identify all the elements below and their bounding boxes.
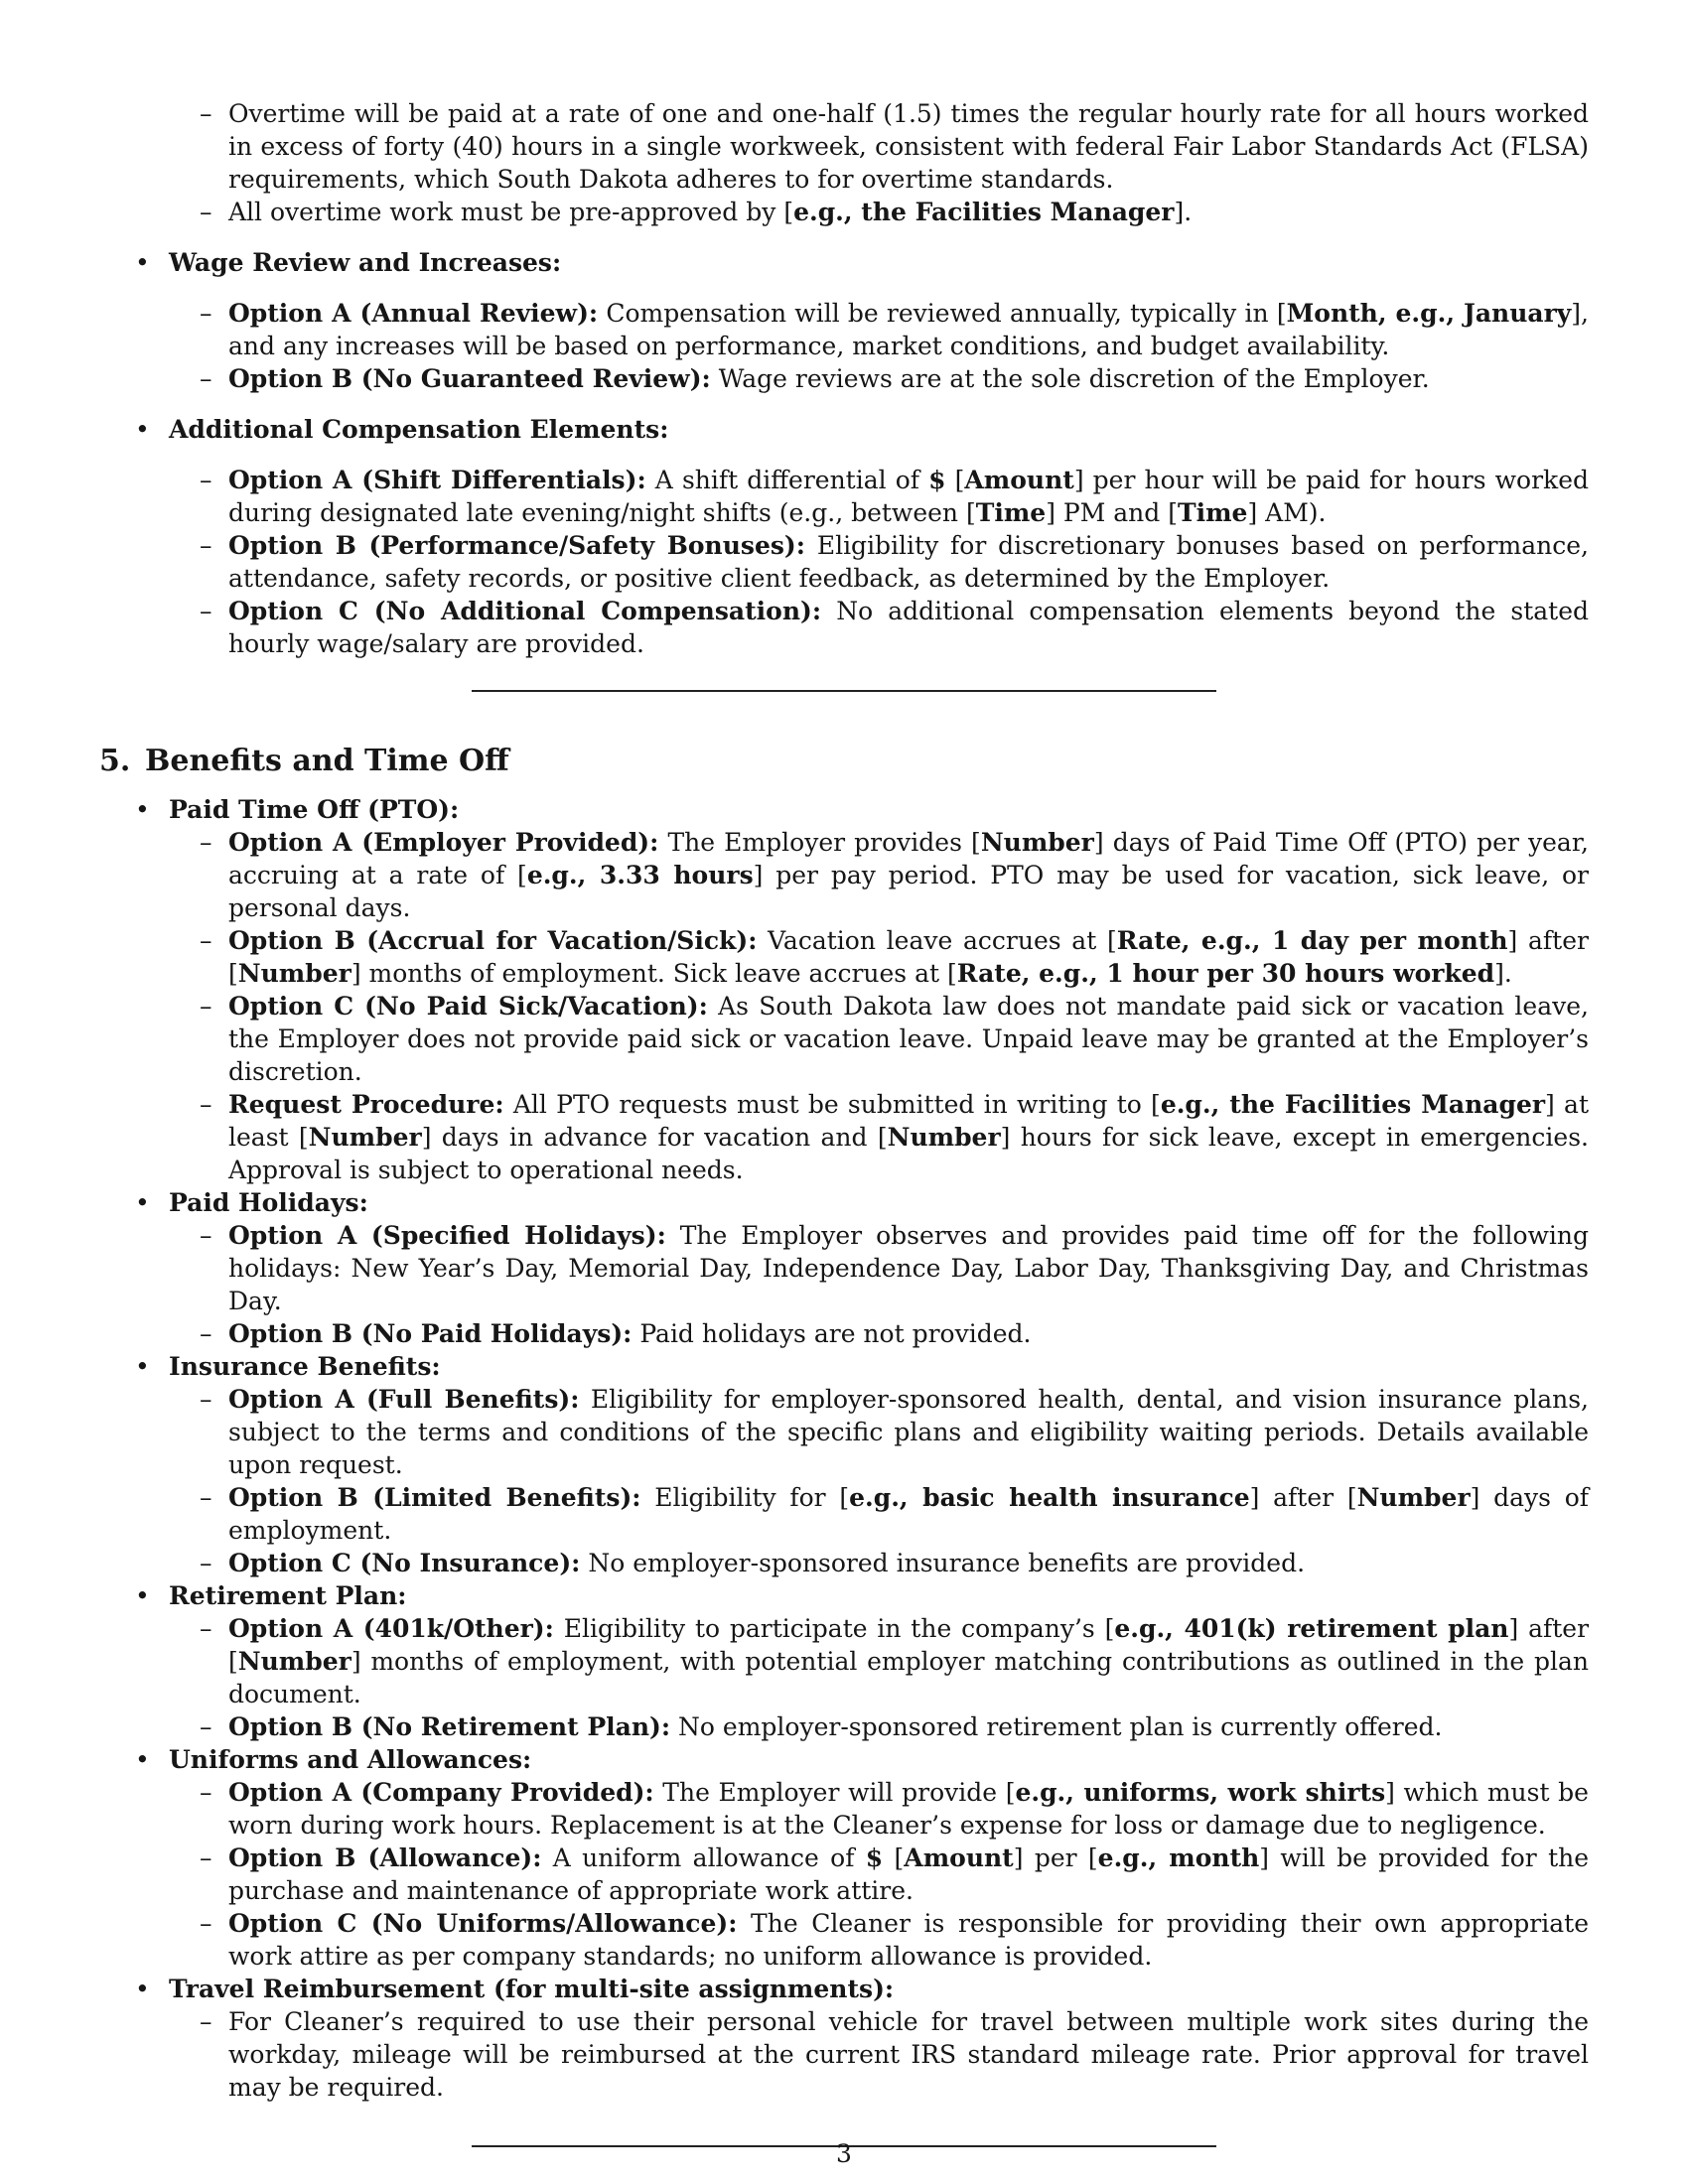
placeholder-field: e.g., 3.33 hours (526, 861, 754, 889)
placeholder-field: Number (308, 1123, 422, 1152)
text-run: ] after [ (228, 926, 1589, 988)
option-label: Request Procedure: (228, 1090, 504, 1119)
page-number: 3 (836, 2139, 852, 2168)
holidays-item (99, 1186, 1589, 1350)
list-item (169, 2005, 1589, 2104)
placeholder-field: e.g., uniforms, work shirts (1015, 1778, 1386, 1807)
placeholder-field: e.g., the Facilities Manager (793, 198, 1175, 226)
option-label: Option A (Shift Differentials): (228, 466, 646, 494)
option-label: Option C (No Uniforms/Allowance): (228, 1909, 738, 1938)
text-run: ] PM and [ (1046, 498, 1178, 527)
text-run: Eligibility to participate in the company’s [ (553, 1614, 1115, 1643)
text-run: ] hours for sick leave, except in emergencies. Approval is subject to operational needs. (228, 1123, 1589, 1184)
option-label: Option A (Specified Holidays): (228, 1221, 666, 1250)
uniforms-item (99, 1743, 1589, 1973)
list-item (169, 1842, 1589, 1907)
option-label: Option C (No Paid Sick/Vacation): (228, 992, 708, 1021)
section-title: Benefits and Time Off (145, 744, 509, 778)
placeholder-field: Number (237, 1647, 352, 1676)
list-item (169, 1547, 1589, 1579)
list-heading: Paid Holidays: (169, 1188, 368, 1217)
option-label: Option C (No Insurance): (228, 1549, 581, 1577)
list-item (169, 1088, 1589, 1186)
text-run: ] after [ (1249, 1483, 1357, 1512)
option-label: Option B (No Retirement Plan): (228, 1712, 671, 1741)
text-run: A uniform allowance of (541, 1843, 866, 1872)
option-label: Option B (Limited Benefits): (228, 1483, 641, 1512)
placeholder-field: Number (237, 959, 352, 988)
page-content (99, 97, 1589, 2147)
text-run: For Cleaner’s required to use their personal vehicle for travel between multiple work sites during the workday, mileage will be reimbursed at the current IRS standard mileage rate. Prior approval for travel may be required. (228, 2007, 1589, 2102)
text-run: ] per hour will be paid for hours worked during designated late evening/night shifts (e.g., between [ (228, 466, 1590, 527)
list-item (169, 1907, 1589, 1973)
placeholder-field: Rate, e.g., 1 hour per 30 hours worked (956, 959, 1495, 988)
text-run: Vacation leave accrues at [ (757, 926, 1117, 955)
list-item (169, 196, 1589, 228)
option-label: Option B (No Paid Holidays): (228, 1319, 633, 1348)
list-heading: Insurance Benefits: (169, 1352, 441, 1381)
text-run: ]. (1494, 959, 1512, 988)
option-label: Option B (Accrual for Vacation/Sick): (228, 926, 758, 955)
list-item (169, 990, 1589, 1088)
text-run: ] will be provided for the purchase and maintenance of appropriate work attire. (228, 1843, 1590, 1905)
text-run: ] days of employment. (228, 1483, 1590, 1545)
text-run: ] per pay period. PTO may be used for vacation, sick leave, or personal days. (228, 861, 1589, 922)
list-item (169, 1776, 1589, 1842)
list-item (169, 924, 1589, 990)
text-run: Eligibility for employer-sponsored health, dental, and vision insurance plans, subject to the terms and conditions of the specific plans and eligibility waiting periods. Details available upon request. (228, 1385, 1589, 1479)
text-run: ] at least [ (228, 1090, 1589, 1152)
placeholder-field: Month, e.g., January (1286, 299, 1572, 328)
list-heading: Wage Review and Increases: (169, 248, 562, 277)
placeholder-field: Time (1177, 498, 1248, 527)
overtime-rate-text: – Overtime will be paid at a rate of one and one-half (1.5) times the regular hourly rate for all hours worked in excess of forty (40) hours in a single workweek, consistent with federal Fair Labor Standards Act (FLSA) requirements, which South Dakota adheres to for overtime standards. (228, 99, 1589, 194)
section-heading (99, 742, 1589, 781)
text-run: No additional compensation elements beyond the stated hourly wage/salary are provided. (228, 597, 1589, 658)
list-heading: Retirement Plan: (169, 1581, 407, 1610)
placeholder-field: e.g., 401(k) retirement plan (1114, 1614, 1509, 1643)
placeholder-field: e.g., month (1097, 1843, 1260, 1872)
section-divider (472, 690, 1216, 692)
text-run: ] AM). (1247, 498, 1327, 527)
list-item (169, 362, 1589, 395)
text-run: Eligibility for discretionary bonuses based on performance, attendance, safety records, or positive client feedback, as determined by the Employer. (228, 531, 1590, 593)
placeholder-field: Amount (904, 1843, 1014, 1872)
text-run: Paid holidays are not provided. (632, 1319, 1032, 1348)
list-item (169, 1710, 1589, 1743)
text-run: ] months of employment. Sick leave accrues at [ (351, 959, 957, 988)
list-heading: Paid Time Off (PTO): (169, 795, 460, 824)
text-run: ] after [ (228, 1614, 1590, 1676)
text-run: All overtime work must be pre-approved by [ (228, 198, 794, 226)
option-label: Option B (Performance/Safety Bonuses): (228, 531, 805, 560)
text-run: ] which must be worn during work hours. Replacement is at the Cleaner’s expense for loss or damage due to negligence. (228, 1778, 1589, 1840)
insurance-item (99, 1350, 1589, 1579)
wage-review-item (99, 246, 1589, 395)
list-heading: Travel Reimbursement (for multi-site assignments): (169, 1975, 895, 2003)
option-label: Option A (Company Provided): (228, 1778, 654, 1807)
placeholder-field: Amount (964, 466, 1074, 494)
pto-item (99, 793, 1589, 1186)
option-label: Option A (401k/Other): (228, 1614, 554, 1643)
placeholder-field: Time (975, 498, 1047, 527)
list-item (169, 1317, 1589, 1350)
list-item (169, 1612, 1589, 1710)
placeholder-field: $ (928, 466, 946, 494)
additional-compensation-item (99, 413, 1589, 660)
list-item (169, 1219, 1589, 1317)
text-run: The Employer provides [ (658, 828, 981, 857)
text-run: No employer-sponsored retirement plan is currently offered. (670, 1712, 1443, 1741)
text-run: ] per [ (1013, 1843, 1098, 1872)
text-run: ] days of Paid Time Off (PTO) per year, accruing at a rate of [ (228, 828, 1589, 889)
placeholder-field: Rate, e.g., 1 day per month (1116, 926, 1508, 955)
list-heading: Additional Compensation Elements: (169, 415, 669, 444)
option-label: Option A (Employer Provided): (228, 828, 659, 857)
placeholder-field: $ (865, 1843, 884, 1872)
compensation-list (99, 246, 1589, 660)
placeholder-field: e.g., the Facilities Manager (1160, 1090, 1546, 1119)
text-run: The Employer observes and provides paid time off for the following holidays: New Year’s Day, Memorial Day, Independence Day, Labor Day, Thanksgiving Day, and Christmas Day. (228, 1221, 1589, 1315)
text-run: ] days in advance for vacation and [ (421, 1123, 888, 1152)
text-run: As South Dakota law does not mandate paid sick or vacation leave, the Employer does not provide paid sick or vacation leave. Unpaid leave may be granted at the Employer’s discretion. (228, 992, 1589, 1086)
overtime-list (169, 97, 1589, 228)
option-label: Option C (No Additional Compensation): (228, 597, 822, 625)
list-item (169, 595, 1589, 660)
text-run: [ (883, 1843, 905, 1872)
benefits-list (99, 793, 1589, 2104)
text-run: ], and any increases will be based on performance, market conditions, and budget availability. (228, 299, 1589, 360)
option-label: Option B (Allowance): (228, 1843, 542, 1872)
list-item (169, 826, 1589, 924)
placeholder-field: Number (1356, 1483, 1471, 1512)
retirement-item (99, 1579, 1589, 1743)
list-item (169, 297, 1589, 362)
text-run: A shift differential of (645, 466, 929, 494)
placeholder-field: e.g., basic health insurance (849, 1483, 1250, 1512)
list-item (169, 529, 1589, 595)
option-label: Option B (No Guaranteed Review): (228, 364, 711, 393)
list-item (169, 97, 1589, 196)
text-run: No employer-sponsored insurance benefits are provided. (580, 1549, 1306, 1577)
text-run: Wage reviews are at the sole discretion of the Employer. (710, 364, 1430, 393)
placeholder-field: Number (980, 828, 1094, 857)
list-item (169, 1383, 1589, 1481)
text-run: Compensation will be reviewed annually, typically in [ (598, 299, 1287, 328)
list-item (169, 1481, 1589, 1547)
list-item (169, 464, 1589, 529)
text-run: All PTO requests must be submitted in writing to [ (503, 1090, 1161, 1119)
section-number: 5. (99, 744, 131, 778)
text-run: The Employer will provide [ (653, 1778, 1016, 1807)
option-label: Option A (Full Benefits): (228, 1385, 580, 1414)
text-run: Eligibility for [ (640, 1483, 850, 1512)
text-run: [ (945, 466, 965, 494)
text-run: ] months of employment, with potential employer matching contributions as outlined in the plan document. (228, 1647, 1589, 1708)
travel-item (99, 1973, 1589, 2104)
text-run: The Cleaner is responsible for providing their own appropriate work attire as per company standards; no uniform allowance is provided. (228, 1909, 1589, 1971)
list-heading: Uniforms and Allowances: (169, 1745, 532, 1774)
text-run: ]. (1174, 198, 1193, 226)
placeholder-field: Number (887, 1123, 1001, 1152)
option-label: Option A (Annual Review): (228, 299, 599, 328)
